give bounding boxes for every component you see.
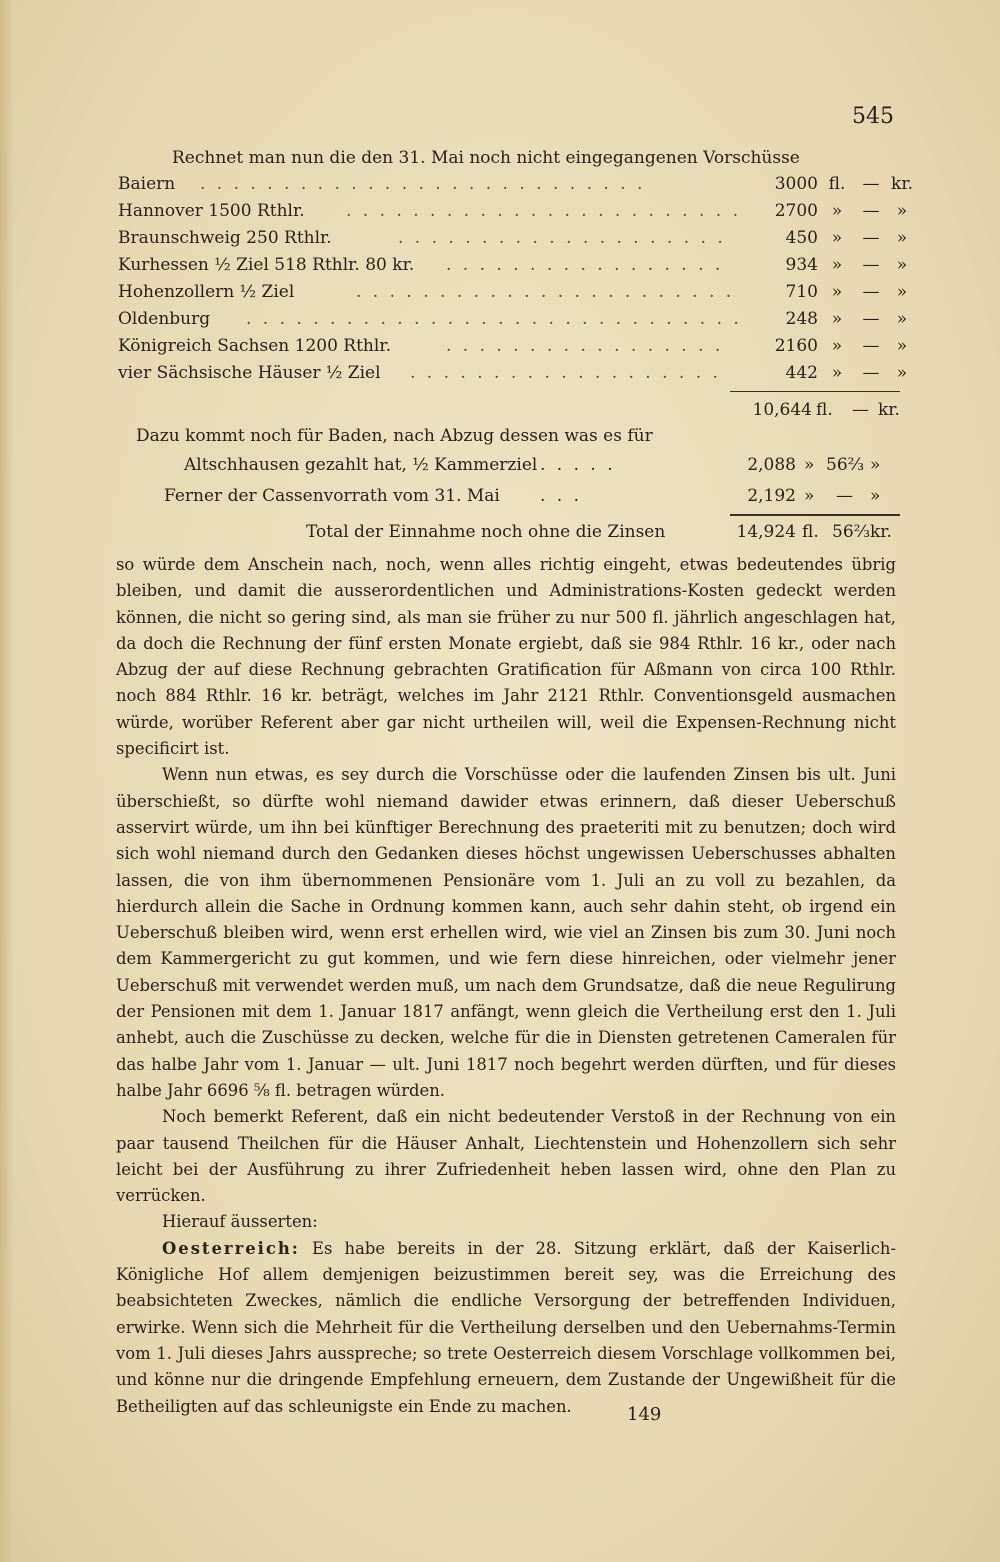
statement-text: Es habe bereits in der 28. Sitzung erklärt, daß der Kaiserlich-Königliche Hof allem demjenigen beizustimmen bereit sey, was die Erreichung des beabsichteten Zweckes, nämlich die endliche Versorgung der betreffenden Individuen, erwirke. Wenn sich die Mehrheit für die Vertheilung derselben und den Uebernahms-Termin vom 1. Juli dieses Jahrs ausspreche; so trete Oesterreich diesem Vorschlage vollkommen bei, und könne nur die dringende Empfehlung erneuern, dem Zustande der Ungewißheit für die Betheiligten auf das schleunigste ein Ende zu machen. — [116, 1238, 896, 1416]
subtotal-unit: fl. — [816, 400, 833, 420]
paragraph: Noch bemerkt Referent, daß ein nicht bedeutender Verstoß in der Rechnung von ein paar tausend Theilchen für die Häuser Anhalt, Liechtenstein und Hohenzollern sich sehr leicht bei der Ausführung zu ihrer Zufriedenheit heben lassen wird, ohne den Plan zu verrücken. — [116, 1107, 896, 1206]
ledger-kreuzer: — — [862, 282, 880, 302]
baden-amount: 2,088 — [747, 455, 796, 475]
total-label: Total der Einnahme noch ohne die Zinsen — [306, 522, 666, 542]
ledger-kreuzer: — — [862, 336, 880, 356]
ledger-unit: fl. — [828, 174, 846, 194]
leader-dots: . . . . . . . . . . . . . . . . . — [446, 336, 724, 356]
ledger-amount: 710 — [785, 282, 818, 302]
body-text — [116, 552, 896, 1420]
ledger-label: Braunschweig 250 Rthlr. — [118, 228, 332, 248]
ledger-unit2: » — [896, 336, 908, 356]
ledger-unit: » — [831, 201, 843, 221]
total-amount: 14,924 — [736, 522, 796, 542]
leader-dots: . . . . . . . . . . . . . . . . . . . . . . . . . . . . . . — [246, 309, 742, 329]
ledger-unit: » — [831, 309, 843, 329]
ledger-unit: » — [831, 363, 843, 383]
cassa-label: Ferner der Cassenvorrath vom 31. Mai — [164, 486, 500, 506]
footer-page-number: 149 — [627, 1404, 662, 1425]
ledger-unit2: » — [896, 255, 908, 275]
cassa-unit2: » — [870, 486, 881, 506]
ledger-label: Baiern — [118, 174, 176, 194]
ledger-amount: 2160 — [774, 336, 818, 356]
ledger-amount: 450 — [785, 228, 818, 248]
cassa-amount: 2,192 — [747, 486, 796, 506]
oesterreich-statement — [116, 1236, 896, 1420]
ledger-amount: 934 — [785, 255, 818, 275]
baden-line-2: Altschhausen gezahlt hat, ½ Kammerziel — [184, 455, 538, 475]
speaker-name: Oesterreich: — [162, 1238, 300, 1258]
ledger-amount: 2700 — [774, 201, 818, 221]
ledger-row — [110, 253, 910, 280]
ledger-amount: 248 — [785, 309, 818, 329]
ledger-label: Hohenzollern ½ Ziel — [118, 282, 295, 302]
leader-dots: . . . . . — [540, 455, 616, 475]
ledger-unit2: » — [896, 363, 908, 383]
ledger-row — [110, 172, 913, 199]
ledger-label: Oldenburg — [118, 309, 211, 329]
ledger-row — [110, 307, 910, 334]
baden-kreuzer: 56⅔ — [826, 455, 865, 475]
leader-dots: . . . . . . . . . . . . . . . . . — [446, 255, 724, 275]
total-unit: fl. — [802, 522, 819, 542]
ledger-unit2: » — [896, 309, 908, 329]
paragraph: Hierauf äusserten: — [162, 1212, 318, 1232]
ledger-label: vier Sächsische Häuser ½ Ziel — [118, 363, 381, 383]
ledger-unit: » — [831, 336, 843, 356]
total-unit2: kr. — [870, 522, 892, 542]
ledger-unit2: » — [896, 282, 908, 302]
cassa-kreuzer: — — [836, 486, 853, 506]
paragraph: so würde dem Anschein nach, noch, wenn alles richtig eingeht, etwas bedeutendes übrig bleiben, und damit die ausserordentlichen und Administrations-Kosten gedeckt werden können, die nicht so gering sind, als man sie früher zu nur 500 fl. jährlich angeschlagen hat, da doch die Rechnung der fünf ersten Monate ergiebt, daß sie 984 Rthlr. 16 kr., oder nach Abzug der auf diese Rechnung gebrachten Gratification für Aßmann von circa 100 Rthlr. noch 884 Rthlr. 16 kr. beträgt, welches im Jahr 2121 Rthlr. Conventionsgeld ausmachen würde, worüber Referent aber gar nicht urtheilen will, weil die Expensen-Rechnung nicht specificirt ist. — [116, 555, 896, 759]
ledger-row — [110, 280, 910, 307]
subtotal-unit2: kr. — [878, 400, 900, 420]
ledger-kreuzer: — — [862, 255, 880, 275]
ledger-label: Königreich Sachsen 1200 Rthlr. — [118, 336, 391, 356]
leader-dots: . . . . . . . . . . . . . . . . . . . . — [398, 228, 726, 248]
total-rule — [730, 514, 900, 516]
subtotal-amount: 10,644 — [752, 400, 812, 420]
ledger-row — [110, 226, 910, 253]
leader-dots: . . . . . . . . . . . . . . . . . . . . . . . . . . . — [200, 174, 646, 194]
leader-dots: . . . . . . . . . . . . . . . . . . . . . . . . — [346, 201, 741, 221]
ledger-kreuzer: — — [862, 201, 880, 221]
ledger-unit2: » — [896, 228, 908, 248]
ledger-kreuzer: — — [862, 309, 880, 329]
baden-line-1: Dazu kommt noch für Baden, nach Abzug dessen was es für — [136, 426, 653, 446]
ledger-kreuzer: — — [862, 228, 880, 248]
ledger-unit: » — [831, 282, 843, 302]
leader-dots: . . . . . . . . . . . . . . . . . . . — [410, 363, 721, 383]
cassa-unit: » — [804, 486, 815, 506]
subtotal-rule — [730, 391, 900, 392]
ledger-label: Kurhessen ½ Ziel 518 Rthlr. 80 kr. — [118, 255, 415, 275]
paragraph: Wenn nun etwas, es sey durch die Vorschüsse oder die laufenden Zinsen bis ult. Juni überschießt, so dürfte wohl niemand dawider etwas erinnern, daß dieser Ueberschuß asservirt würde, um ihn bei künftiger Berechnung des praeteriti mit zu benutzen; doch wird sich wohl niemand durch den Gedanken dieses höchst ungewissen Ueberschusses abhalten lassen, die von ihm übernommenen Pensionäre vom 1. Juli an zu voll zu bezahlen, da hierdurch allein die Sache in Ordnung kommen kann, auch sehr dahin steht, ob irgend ein Ueberschuß bleiben wird, wenn erst erhellen wird, wie viel an Zinsen bis zum 30. Juni noch dem Kammergericht zu gut kommen, und wie fern diese hinreichen, oder vielmehr jener Ueberschuß mit verwendet werden muß, um nach dem Grundsatze, daß die neue Regulirung der Pensionen mit dem 1. Januar 1817 anfängt, wenn gleich die Vertheilung erst den 1. Juli anhebt, auch die Zuschüsse zu decken, welche für die in Diensten getretenen Cameralen für das halbe Jahr vom 1. Januar — ult. Juni 1817 noch begehrt werden dürften, und für dieses halbe Jahr 6696 ⅝ fl. betragen würden. — [116, 765, 896, 1100]
ledger-row — [110, 361, 910, 388]
ledger-kreuzer: — — [862, 174, 880, 194]
baden-unit2: » — [870, 455, 881, 475]
ledger-row — [110, 334, 910, 361]
page-number: 545 — [852, 104, 894, 129]
ledger-unit2: » — [896, 201, 908, 221]
ledger-unit: » — [831, 255, 843, 275]
ledger-heading: Rechnet man nun die den 31. Mai noch nicht eingegangenen Vorschüsse — [172, 148, 800, 168]
ledger-amount: 442 — [785, 363, 818, 383]
ledger-table — [110, 172, 913, 388]
ledger-row — [110, 199, 910, 226]
total-kreuzer: 56⅔ — [832, 522, 871, 542]
ledger-label: Hannover 1500 Rthlr. — [118, 201, 305, 221]
page-edge-shadow — [0, 0, 14, 1562]
ledger-amount: 3000 — [774, 174, 818, 194]
subtotal-kreuzer: — — [852, 400, 869, 420]
ledger-unit2: kr. — [891, 174, 913, 194]
leader-dots: . . . — [540, 486, 583, 506]
baden-unit: » — [804, 455, 815, 475]
leader-dots: . . . . . . . . . . . . . . . . . . . . . . . — [356, 282, 735, 302]
ledger-unit: » — [831, 228, 843, 248]
ledger-kreuzer: — — [862, 363, 880, 383]
